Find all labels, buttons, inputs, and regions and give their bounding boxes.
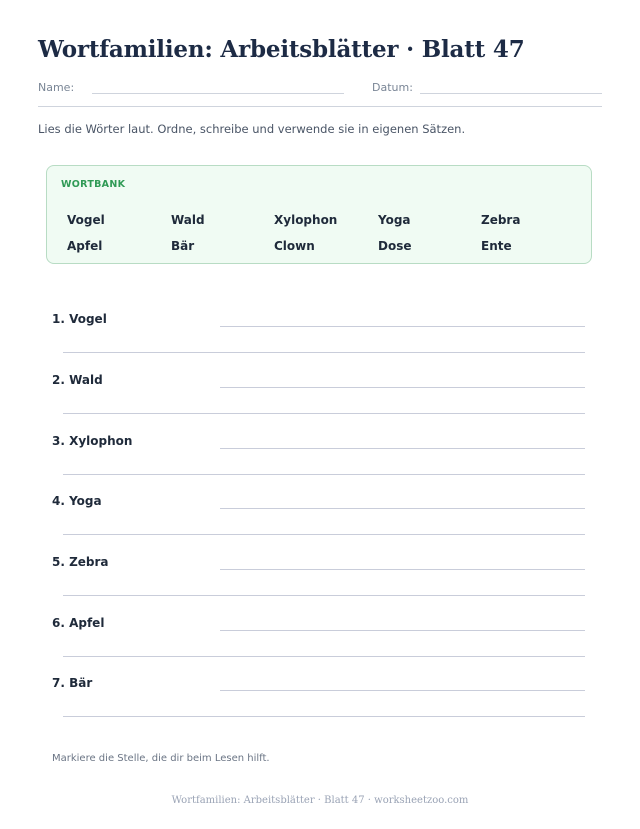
wordbank-word: Wald [171, 213, 205, 227]
date-label: Datum: [372, 81, 413, 94]
header-divider [38, 106, 602, 107]
exercise-label: 4. Yoga [52, 494, 102, 508]
wordbank-box [46, 165, 592, 264]
answer-line[interactable] [220, 387, 585, 388]
sentence-line[interactable] [63, 413, 585, 414]
exercise-label: 6. Apfel [52, 616, 105, 630]
exercise-label: 5. Zebra [52, 555, 109, 569]
wordbank-word: Clown [274, 239, 315, 253]
answer-line[interactable] [220, 508, 585, 509]
sentence-line[interactable] [63, 352, 585, 353]
name-label: Name: [38, 81, 75, 94]
name-line[interactable] [92, 93, 344, 94]
page-footer: Wortfamilien: Arbeitsblätter · Blatt 47 · worksheetzoo.com [171, 795, 469, 806]
date-line[interactable] [420, 93, 602, 94]
wordbank-word: Dose [378, 239, 412, 253]
exercise-label: 7. Bär [52, 676, 93, 690]
sentence-line[interactable] [63, 716, 585, 717]
sentence-line[interactable] [63, 656, 585, 657]
sentence-line[interactable] [63, 534, 585, 535]
wordbank-word: Yoga [378, 213, 411, 227]
exercise-label: 1. Vogel [52, 312, 107, 326]
wordbank-title: WORTBANK [61, 179, 126, 190]
answer-line[interactable] [220, 630, 585, 631]
answer-line[interactable] [220, 569, 585, 570]
answer-line[interactable] [220, 326, 585, 327]
wordbank-word: Bär [171, 239, 195, 253]
wordbank-word: Ente [481, 239, 512, 253]
wordbank-word: Xylophon [274, 213, 338, 227]
answer-line[interactable] [220, 690, 585, 691]
sentence-line[interactable] [63, 474, 585, 475]
answer-line[interactable] [220, 448, 585, 449]
sentence-line[interactable] [63, 595, 585, 596]
page-title: Wortfamilien: Arbeitsblätter · Blatt 47 [38, 36, 525, 63]
footer-note: Markiere die Stelle, die dir beim Lesen hilft. [52, 753, 270, 764]
wordbank-word: Apfel [67, 239, 103, 253]
wordbank-word: Vogel [67, 213, 105, 227]
exercise-label: 2. Wald [52, 373, 103, 387]
exercise-label: 3. Xylophon [52, 434, 133, 448]
wordbank-word: Zebra [481, 213, 521, 227]
instructions: Lies die Wörter laut. Ordne, schreibe und verwende sie in eigenen Sätzen. [38, 122, 466, 136]
